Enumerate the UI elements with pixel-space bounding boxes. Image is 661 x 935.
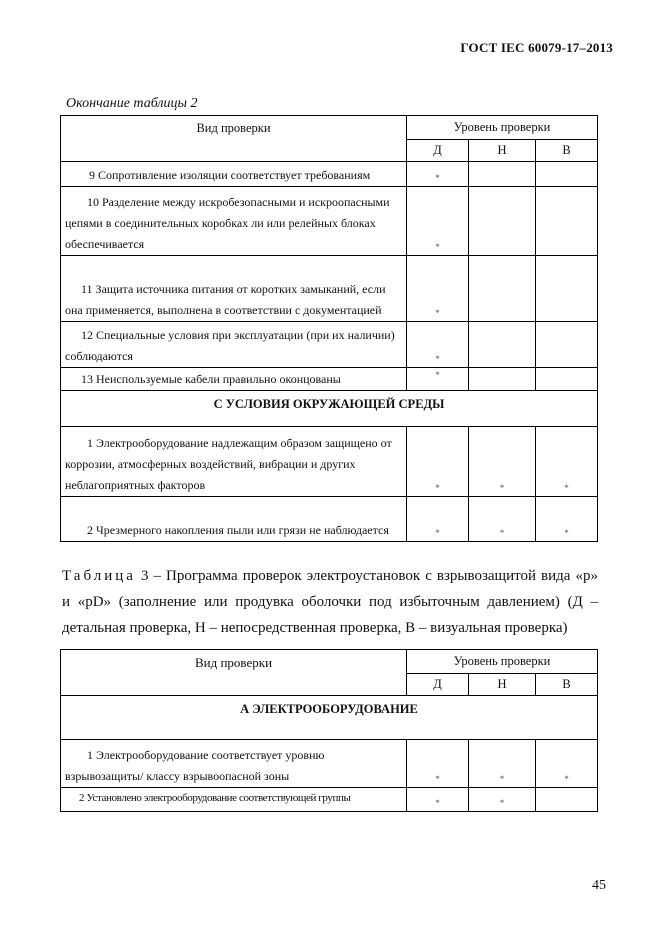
level-d-mark: * xyxy=(407,427,469,497)
level-v-mark: * xyxy=(536,740,598,788)
subheader-d: Д xyxy=(407,140,469,162)
row-text: 9 Сопротивление изоляции соответствует требованиям xyxy=(61,162,407,187)
level-n-mark xyxy=(469,368,536,391)
table-row xyxy=(61,427,598,497)
level-d-mark: * xyxy=(407,740,469,788)
level-v-mark xyxy=(536,162,598,187)
level-d-mark: * xyxy=(407,187,469,256)
level-v-mark xyxy=(536,368,598,391)
table2-caption: Окончание таблицы 2 xyxy=(66,96,198,111)
level-v-mark: * xyxy=(536,427,598,497)
level-d-mark: * xyxy=(407,497,469,542)
table-row xyxy=(61,187,598,256)
row-text: 2 Чрезмерного накопления пыли или грязи не наблюдается xyxy=(61,497,407,542)
level-n-mark: * xyxy=(469,497,536,542)
section-header-environment: С УСЛОВИЯ ОКРУЖАЮЩЕЙ СРЕДЫ xyxy=(61,391,598,427)
level-v-mark xyxy=(536,187,598,256)
col-header-check-type: Вид проверки xyxy=(61,116,407,162)
subheader-v: В xyxy=(536,674,598,696)
row-text: 12 Специальные условия при эксплуатации (при их наличии) соблюдаются xyxy=(61,322,407,368)
table3-caption xyxy=(62,563,598,641)
col-header-check-level: Уровень проверки xyxy=(407,650,598,674)
level-n-mark xyxy=(469,256,536,322)
level-n-mark: * xyxy=(469,740,536,788)
table-2 xyxy=(60,115,598,542)
table-row xyxy=(61,162,598,187)
level-v-mark xyxy=(536,322,598,368)
table-row xyxy=(61,256,598,322)
document-id: ГОСТ IEC 60079-17–2013 xyxy=(460,40,613,55)
table3-label: Таблица xyxy=(62,568,136,584)
level-d-mark: * xyxy=(407,788,469,812)
col-header-check-level: Уровень проверки xyxy=(407,116,598,140)
page-number: 45 xyxy=(592,878,606,893)
level-v-mark: * xyxy=(536,497,598,542)
level-d-mark: * xyxy=(407,368,469,391)
level-n-mark: * xyxy=(469,427,536,497)
section-header-equipment: А ЭЛЕКТРООБОРУДОВАНИЕ xyxy=(61,696,598,740)
subheader-n: Н xyxy=(469,140,536,162)
col-header-check-type: Вид проверки xyxy=(61,650,407,696)
row-text: 10 Разделение между искробезопасными и искроопасными цепями в соединительных коробках ли или релейных блоках обеспечивается xyxy=(61,187,407,256)
level-n-mark xyxy=(469,322,536,368)
level-v-mark xyxy=(536,788,598,812)
level-d-mark: * xyxy=(407,322,469,368)
table-row xyxy=(61,368,598,391)
level-n-mark: * xyxy=(469,788,536,812)
table-row xyxy=(61,497,598,542)
level-n-mark xyxy=(469,162,536,187)
row-text: 2 Установлено электрооборудование соответствующей группы xyxy=(61,788,407,812)
table-row xyxy=(61,322,598,368)
table3-caption-text: 3 – Программа проверок электроустановок с взрывозащитой вида «р» и «pD» (заполнение или продувка оболочки под избыточным давлением) (Д – детальная проверка, Н – непосредственная проверка, В – визуальная проверка) xyxy=(62,568,598,636)
level-n-mark xyxy=(469,187,536,256)
row-text: 1 Электрооборудование соответствует уровню взрывозащиты/ классу взрывоопасной зоны xyxy=(61,740,407,788)
level-d-mark: * xyxy=(407,256,469,322)
level-v-mark xyxy=(536,256,598,322)
row-text: 11 Защита источника питания от коротких замыканий, если она применяется, выполнена в соответствии с документацией xyxy=(61,256,407,322)
table-row xyxy=(61,740,598,788)
subheader-v: В xyxy=(536,140,598,162)
level-d-mark: * xyxy=(407,162,469,187)
table-3 xyxy=(60,649,598,812)
row-text: 1 Электрооборудование надлежащим образом защищено от коррозии, атмосферных воздействий, вибрации и других неблагоприятных факторов xyxy=(61,427,407,497)
table-row xyxy=(61,788,598,812)
subheader-n: Н xyxy=(469,674,536,696)
subheader-d: Д xyxy=(407,674,469,696)
row-text: 13 Неиспользуемые кабели правильно оконцованы xyxy=(61,368,407,391)
